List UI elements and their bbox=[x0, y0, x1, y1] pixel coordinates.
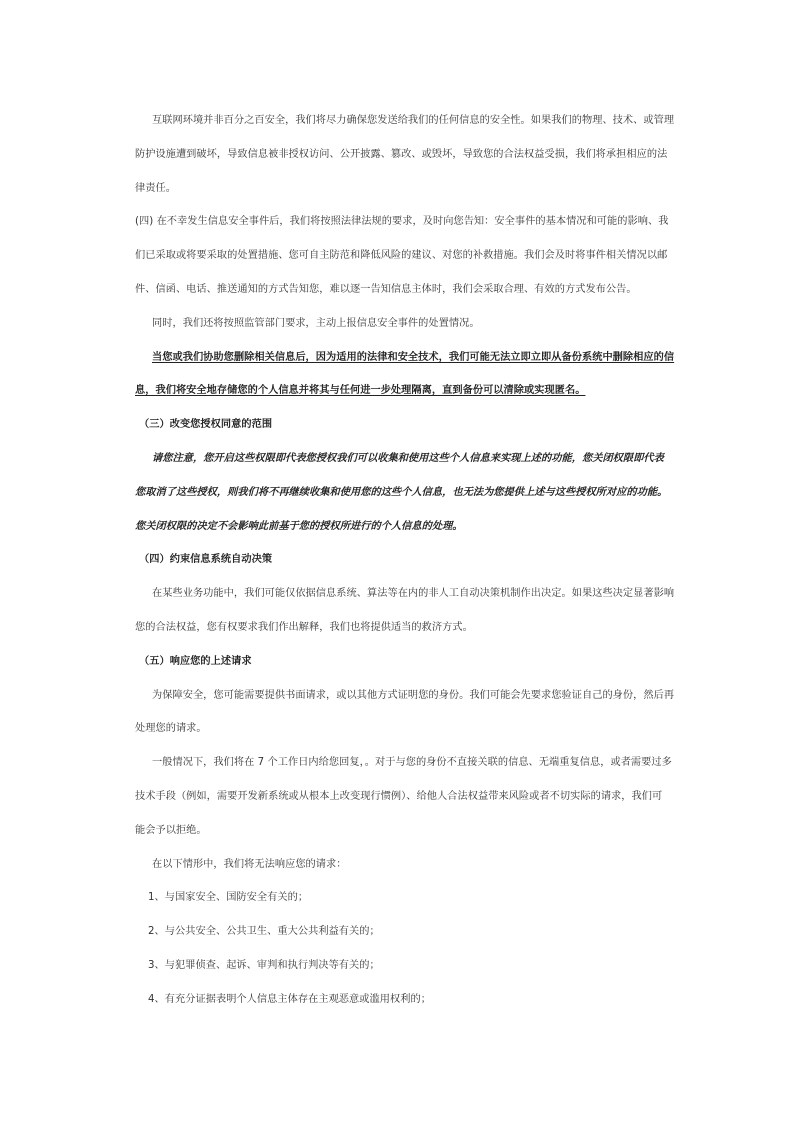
paragraph-auto-decision bbox=[135, 583, 675, 651]
text-line: 技术手段（例如，需要开发新系统或从根本上改变现行惯例）、给他人合法权益带来风险或者不切实际的请求，我们可 bbox=[135, 790, 663, 802]
paragraph-incident-notice bbox=[135, 211, 669, 312]
text-line: 请您注意，您开启这些权限即代表您授权我们可以收集和使用这些个人信息来实现上述的功能，您关闭权限即代表 bbox=[152, 452, 664, 464]
text-line: 件、信函、电话、推送通知的方式告知您，难以逐一告知信息主体时，我们会采取合理、有效的方式发布公告。 bbox=[135, 283, 637, 295]
paragraph-internet-security bbox=[135, 110, 675, 211]
paragraph-cannot-respond: 在以下情形中，我们将无法响应您的请求： bbox=[152, 858, 347, 870]
text-line bbox=[135, 380, 659, 414]
text-line: 互联网环境并非百分之百安全，我们将尽力确保您发送给我们的任何信息的安全性。如果我们的物理、技术、或管理 bbox=[152, 115, 675, 126]
paragraph-regulator-report bbox=[135, 313, 659, 347]
text-line: 防护设施遭到破坏，导致信息被非授权访问、公开披露、篡改、或毁坏，导致您的合法权益受损，我们将承担相应的法 bbox=[135, 148, 668, 160]
text-span: 息，我们将安全地存储您的个人信息并将其与任何进一步处理隔离，直到备份可以清除或实现匿名。 bbox=[135, 385, 586, 397]
text-line: 您的合法权益，您有权要求我们作出解释，我们也将提供适当的救济方式。 bbox=[135, 621, 473, 633]
text-line: 当您或我们协助您删除相关信息后，因为适用的法律和安全技术，我们可能无法立即立即从备份系统中删除相应的信 bbox=[152, 351, 675, 363]
paragraph-identity-verify bbox=[135, 685, 675, 753]
text-line: 为保障安全，您可能需要提供书面请求，或以其他方式证明您的身份。我们可能会先要求您验证自己的身份，然后再 bbox=[152, 689, 675, 701]
paragraph-permission-notice bbox=[135, 448, 668, 549]
list-item: 1、与国家安全、国防安全有关的； bbox=[148, 892, 309, 904]
text-line: 能会予以拒绝。 bbox=[135, 824, 207, 836]
text-line: 在某些业务功能中，我们可能仅依据信息系统、算法等在内的非人工自动决策机制作出决定。如果这些决定显著影响 bbox=[152, 588, 675, 600]
text-line: 们已采取或将要采取的处置措施、您可自主防范和降低风险的建议、对您的补救措施。我们会及时将事件相关情况以邮 bbox=[135, 250, 668, 262]
text-line: 您取消了这些授权，则我们将不再继续收集和使用您的这些个人信息，也无法为您提供上述与这些授权所对应的功能。 bbox=[135, 486, 668, 498]
list-item: 3、与犯罪侦查、起诉、审判和执行判决等有关的； bbox=[148, 959, 380, 971]
heading-change-consent: （三）改变您授权同意的范围 bbox=[139, 419, 273, 431]
list-item: 2、与公共安全、公共卫生、重大公共利益有关的； bbox=[148, 926, 380, 938]
text-line: 您关闭权限的决定不会影响此前基于您的授权所进行的个人信息的处理。 bbox=[135, 520, 463, 532]
text-line: 律责任。 bbox=[135, 182, 176, 194]
text-line: (四) 在不幸发生信息安全事件后，我们将按照法律法规的要求，及时向您告知：安全事件的基本情况和可能的影响、我 bbox=[135, 216, 669, 228]
text-line: 处理您的请求。 bbox=[135, 723, 207, 735]
text-line: 同时，我们还将按照监管部门要求，主动上报信息安全事件的处置情况。 bbox=[152, 317, 480, 329]
heading-auto-decision: （四）约束信息系统自动决策 bbox=[139, 554, 273, 566]
text-line: 一般情况下，我们将在 7 个工作日内给您回复，。对于与您的身份不直接关联的信息、无端重复信息，或者需要过多 bbox=[152, 757, 672, 769]
paragraph-reply-time bbox=[135, 752, 672, 853]
list-item: 4、有充分证据表明个人信息主体存在主观恶意或滥用权利的； bbox=[148, 993, 431, 1005]
paragraph-backup-deletion bbox=[135, 347, 675, 415]
exceptions-list bbox=[135, 887, 659, 1022]
document-page bbox=[135, 110, 675, 1023]
heading-respond-requests: （五）响应您的上述请求 bbox=[139, 655, 252, 667]
